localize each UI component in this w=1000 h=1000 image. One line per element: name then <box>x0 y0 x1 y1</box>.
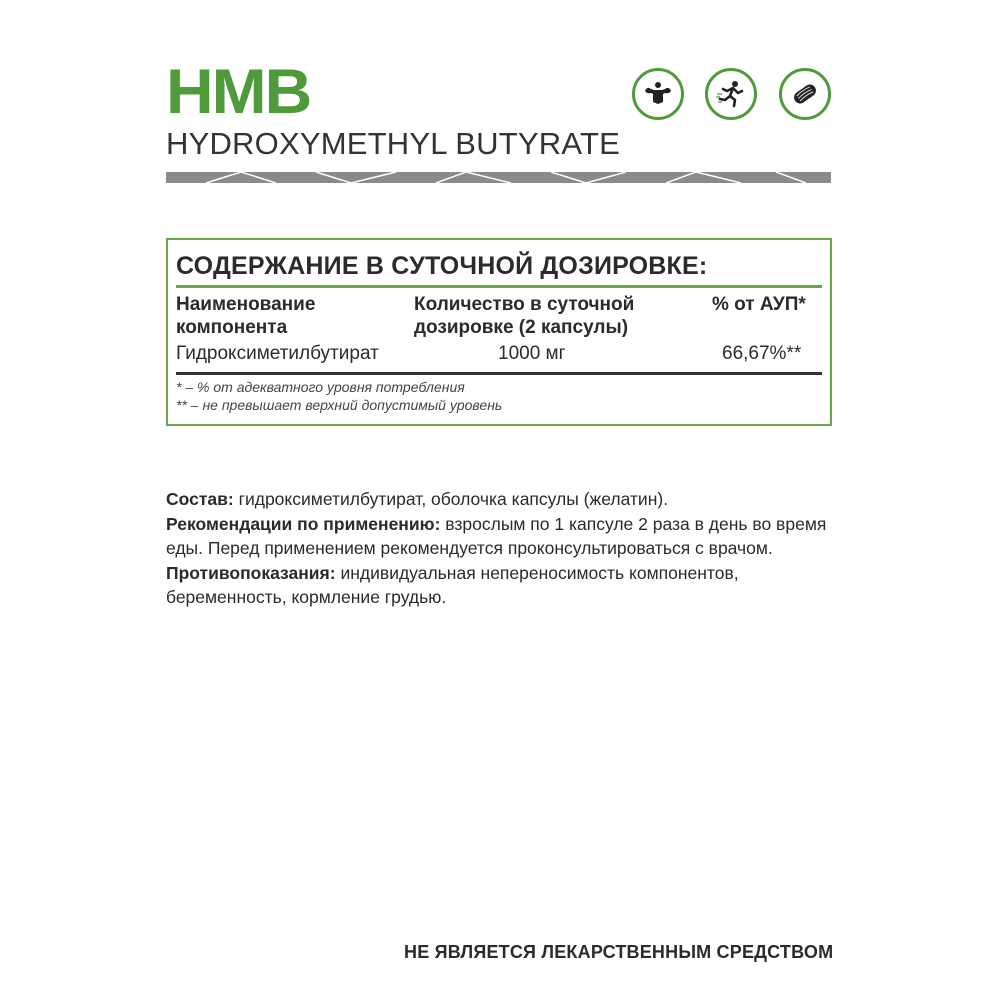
running-athlete-icon <box>705 68 757 120</box>
footnote-2: ** – не превышает верхний допустимый уровень <box>176 397 503 413</box>
table-title: СОДЕРЖАНИЕ В СУТОЧНОЙ ДОЗИРОВКЕ: <box>176 252 708 280</box>
decorative-stripe <box>166 172 831 183</box>
usage-paragraph <box>166 512 846 561</box>
product-subtitle: HYDROXYMETHYL BUTYRATE <box>166 126 620 161</box>
footnote-1: * – % от адекватного уровня потребления <box>176 379 465 395</box>
composition-label: Состав: <box>166 489 234 509</box>
muscle-torso-icon <box>632 68 684 120</box>
table-cell-amount: 1000 мг <box>498 343 566 364</box>
table-cell-component: Гидроксиметилбутират <box>176 343 379 364</box>
product-info <box>166 487 846 610</box>
composition-paragraph <box>166 487 846 512</box>
column-header-percent: % от АУП* <box>712 294 806 315</box>
composition-text: гидроксиметилбутират, оболочка капсулы (желатин). <box>233 489 669 509</box>
column-header-amount: Количество в суточной дозировке (2 капсулы) <box>414 294 635 338</box>
contraindications-label: Противопоказания: <box>166 562 336 583</box>
usage-label: Рекомендации по применению: <box>166 513 441 534</box>
contraindications-paragraph <box>166 561 846 610</box>
contraindications-text: индивидуальная непереносимость компонентов, беременность, кормление грудью. <box>166 562 739 607</box>
table-bottom-divider <box>176 372 822 375</box>
disclaimer-text: НЕ ЯВЛЯЕТСЯ ЛЕКАРСТВЕННЫМ СРЕДСТВОМ <box>404 942 834 962</box>
capsule-icon <box>779 68 831 120</box>
usage-text: взрослым по 1 капсуле 2 раза в день во время еды. Перед применением рекомендуется проконсультироваться с врачом. <box>166 513 827 558</box>
table-title-divider <box>176 285 822 288</box>
table-cell-percent: 66,67%** <box>722 343 802 364</box>
column-header-component: Наименование компонента <box>176 294 316 338</box>
product-logo: HMB <box>166 55 311 127</box>
